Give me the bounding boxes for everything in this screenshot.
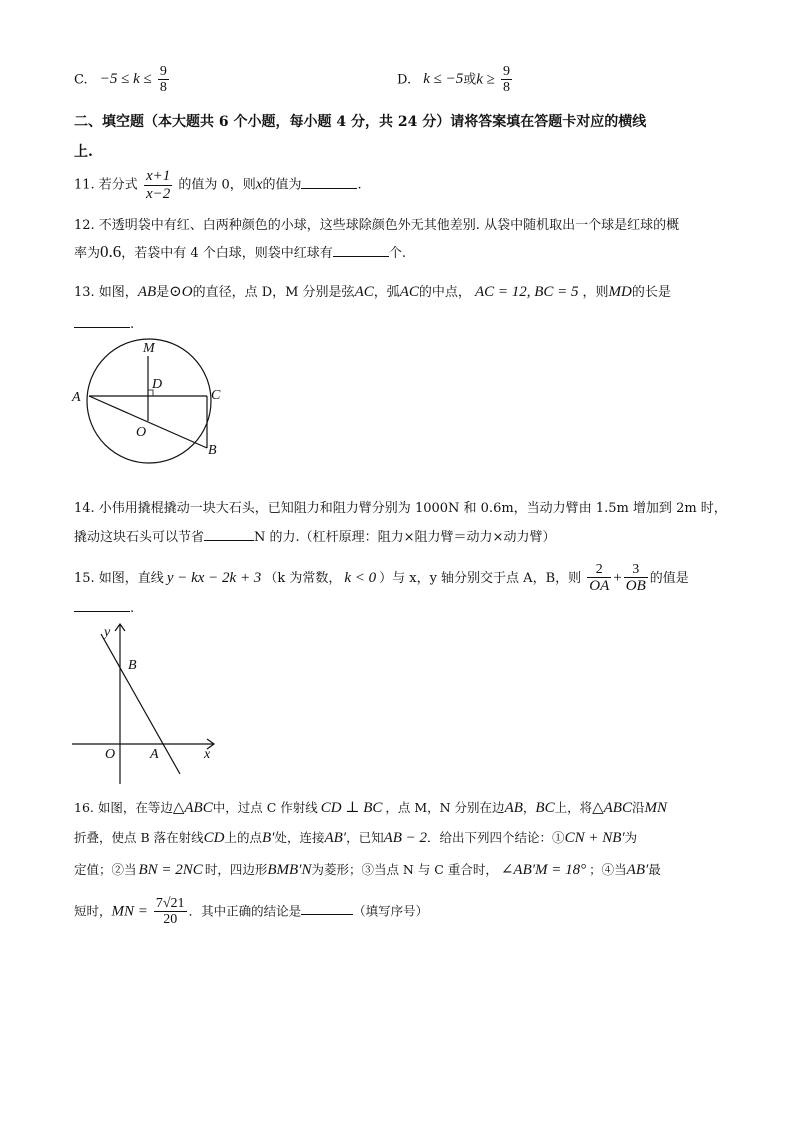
- q13-ab: AB: [137, 284, 157, 300]
- q16-l3e: 最: [648, 862, 661, 877]
- q16-sum: CN + NB′: [564, 830, 625, 846]
- q11-numerator: x+1: [145, 168, 171, 184]
- q13-ac2: AC: [399, 284, 419, 300]
- label-a: A: [72, 390, 81, 405]
- q13-condition: AC = 12, BC = 5: [474, 284, 579, 300]
- section-heading: 二、填空题（本大题共 6 个小题，每小题 4 分，共 24 分）请将答案填在答题卡对应的横线: [74, 114, 647, 130]
- question-15: [74, 562, 689, 595]
- q13-ac1: AC: [354, 284, 374, 300]
- question-16-line3: [74, 860, 661, 879]
- answer-blank[interactable]: [204, 539, 254, 541]
- question-12-line1: 12. 不透明袋中有红、白两种颜色的小球，这些球除颜色外无其他差别. 从袋中随机取出一个球是红球的概: [74, 218, 680, 233]
- option-c-denominator: 8: [159, 80, 167, 96]
- q16-l3c: 为菱形；③当点 N 与 C 重合时，: [311, 862, 498, 877]
- q13-t2: 的直径，点 D，M 分别是弦: [192, 285, 355, 300]
- q16-cd: CD: [203, 830, 225, 846]
- label-o: O: [136, 425, 147, 440]
- option-c: [74, 64, 171, 96]
- q13-circle: ⊙O: [169, 284, 193, 300]
- question-11: [74, 168, 362, 202]
- q16-triangle2: △ABC: [592, 800, 632, 816]
- q11-variable: x: [255, 176, 263, 193]
- label-y: y: [104, 625, 111, 640]
- q16-l2b: 上的点: [224, 830, 262, 845]
- question-16-line4: [74, 896, 428, 928]
- q11-prefix: 11. 若分式: [74, 177, 138, 193]
- option-d-denominator: 8: [503, 80, 511, 96]
- label-b: B: [128, 658, 137, 673]
- q15-pre: 15. 如图，直线: [74, 570, 164, 586]
- section-heading-cont: 上.: [74, 144, 93, 160]
- q15-den2: OB: [625, 578, 646, 595]
- option-c-numerator: 9: [159, 64, 167, 79]
- option-c-inequality: −5 ≤ k ≤: [99, 71, 152, 88]
- option-d-or: 或: [463, 72, 477, 88]
- question-15-answer: [74, 601, 134, 616]
- label-c: C: [211, 388, 221, 403]
- q16-quad: BMB′N: [267, 862, 312, 878]
- q16-l4a: 短时，: [74, 903, 112, 919]
- answer-blank[interactable]: [301, 913, 353, 915]
- answer-blank[interactable]: [301, 187, 357, 189]
- q13-t4: 的中点，: [418, 285, 471, 300]
- q16-p2: 中，过点 C 作射线: [212, 800, 318, 815]
- label-x: x: [204, 747, 211, 762]
- q16-l3b: 时，四边形: [204, 862, 268, 877]
- label-b: B: [208, 443, 217, 458]
- q11-denominator: x−2: [145, 185, 171, 202]
- label-a: A: [150, 747, 159, 762]
- circle-o: [87, 339, 211, 463]
- q16-l4c: （填写序号）: [353, 903, 429, 919]
- q16-ab-value: AB − 2: [383, 830, 428, 846]
- q16-p4: ，: [522, 800, 536, 815]
- q13-end: .: [130, 317, 135, 332]
- q14-pre: 撬动这块石头可以节省: [74, 530, 205, 545]
- q12-probability: 0.6: [100, 242, 122, 261]
- q16-angle: ∠AB′M = 18°: [500, 862, 587, 878]
- option-d: [397, 64, 514, 96]
- q13-t6: 的长是: [631, 285, 671, 300]
- q15-condition: k < 0: [344, 569, 377, 586]
- option-d-label: D.: [397, 72, 412, 88]
- q16-frac-num: 7√21: [155, 896, 185, 911]
- q16-mn-eq: MN =: [111, 903, 148, 920]
- q16-l3d: ；④当: [589, 862, 627, 877]
- q12-post: 个.: [388, 246, 406, 261]
- option-d-part2: k ≥: [476, 71, 495, 88]
- q15-plus: +: [613, 569, 622, 586]
- label-o: O: [105, 747, 116, 762]
- q16-l2d: ，已知: [346, 830, 384, 845]
- q16-p5: 上，将: [554, 800, 593, 815]
- q13-md: MD: [608, 284, 632, 300]
- q16-triangle1: △ABC: [172, 800, 213, 816]
- q13-pre: 13. 如图，: [74, 285, 138, 300]
- q12-mid: ，若袋中有 4 个白球，则袋中红球有: [121, 246, 333, 261]
- q15-t2: ）与 x，y 轴分别交于点 A，B，则: [379, 570, 582, 586]
- q15-end: .: [130, 601, 135, 616]
- option-d-part1: k ≤ −5: [423, 71, 464, 88]
- q15-t3: 的值是: [649, 570, 689, 586]
- q11-middle: 的值为 0，则: [178, 177, 256, 193]
- q16-ab: AB: [504, 800, 523, 816]
- q16-frac-den: 20: [163, 912, 178, 928]
- figure-15-axes: [68, 618, 228, 790]
- q16-bn: BN = 2NC: [138, 862, 203, 878]
- answer-blank[interactable]: [74, 326, 130, 328]
- q13-t3: ，弧: [373, 285, 400, 300]
- q14-post: N 的力.（杠杆原理：阻力×阻力臂＝动力×动力臂）: [254, 530, 556, 545]
- q15-equation: y − kx − 2k + 3: [166, 569, 262, 586]
- q11-end: .: [357, 177, 362, 193]
- q16-l3a: 定值；②当: [74, 862, 137, 877]
- question-16-line2: [74, 828, 637, 847]
- q16-abprime: AB′: [324, 830, 347, 846]
- q16-p1: 16. 如图，在等边: [74, 800, 173, 815]
- answer-blank[interactable]: [333, 255, 389, 257]
- q16-bprime: B′: [262, 830, 275, 846]
- figure-13-circle: [66, 336, 236, 464]
- q16-l4b: ．其中正确的结论是: [188, 903, 302, 919]
- q15-den1: OA: [589, 578, 610, 595]
- q16-abprime2: AB′: [626, 862, 649, 878]
- label-m: M: [143, 341, 155, 356]
- question-16-line1: [74, 798, 667, 817]
- q16-p3: ，点 M，N 分别在边: [385, 800, 505, 815]
- question-12-line2: [74, 242, 406, 262]
- q13-t1: 是: [156, 285, 170, 300]
- q12-pre: 率为: [74, 246, 101, 261]
- q15-num2: 3: [624, 562, 648, 578]
- q16-l2f: 为: [624, 830, 638, 845]
- question-14-line2: [74, 526, 555, 545]
- q16-l2e: ．给出下列四个结论：①: [427, 830, 565, 845]
- q16-perp: CD ⊥ BC: [320, 800, 383, 816]
- question-13-answer: [74, 317, 134, 332]
- q15-t1: （k 为常数，: [264, 570, 342, 586]
- option-c-label: C.: [74, 72, 88, 88]
- answer-blank[interactable]: [74, 610, 130, 612]
- option-d-numerator: 9: [503, 64, 511, 79]
- q16-mn: MN: [644, 800, 667, 816]
- q13-t5: ，则: [582, 285, 609, 300]
- q16-bc: BC: [535, 800, 555, 816]
- question-14-line1: 14. 小伟用撬棍撬动一块大石头，已知阻力和阻力臂分别为 1000N 和 0.6m，当动力臂由 1.5m 增加到 2m 时，: [74, 501, 727, 516]
- q16-p6: 沿: [631, 800, 645, 815]
- q11-post: 的值为: [262, 177, 302, 193]
- q15-num1: 2: [587, 562, 611, 578]
- question-13: [74, 281, 671, 301]
- label-d: D: [152, 377, 163, 392]
- q16-l2c: 处，连接: [274, 830, 325, 845]
- q16-l2a: 折叠，使点 B 落在射线: [74, 830, 204, 845]
